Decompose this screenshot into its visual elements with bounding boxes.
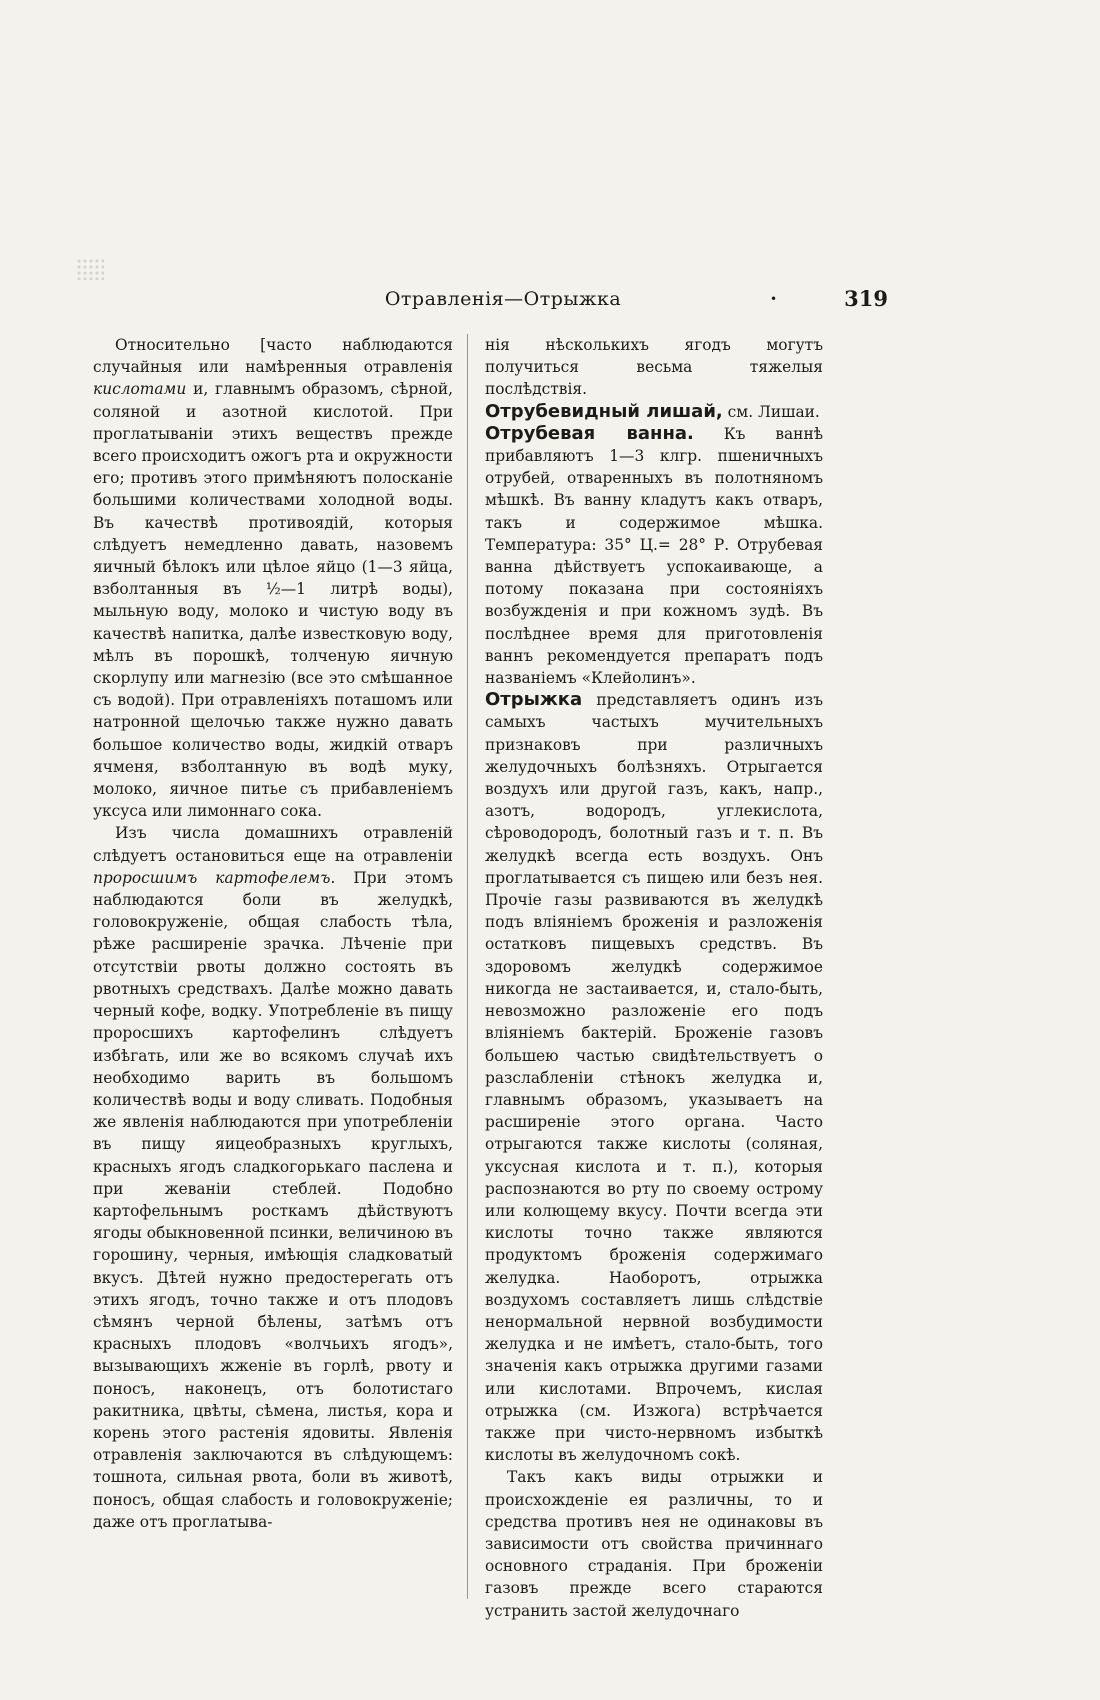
entry-heading: Отрубевидный лишай, [485,400,723,422]
scan-speck [76,258,104,280]
paragraph-continuation: нія нѣсколькихъ ягодъ могутъ получиться весьма тяжелыя послѣдствія. [485,336,823,399]
running-title: Отравленія—Отрыжка [384,288,622,310]
paragraph-acid-poisoning: Относительно [часто наблюдаются случайныя или намѣренныя отравленія кислотами и, главнымъ образомъ, сѣрной, соляной и азотной кислотой. При проглатываніи этихъ веществъ прежде всего происходитъ ожогъ рта и окружности его; противъ этого примѣняютъ полосканіе большими количествами холодной воды. Въ качествѣ противоядій, которыя слѣдуетъ немедленно давать, назовемъ яичный бѣлокъ или цѣлое яйцо (1—3 яйца, взболтанныя въ ½—1 литрѣ воды), мыльную воду, молоко и чистую воду въ качествѣ напитка, далѣе известковую воду, мѣлъ въ порошкѣ, толченую яичную скорлупу или магнезію (все это смѣшанное съ водой). При отравленіяхъ поташомъ или натронной щелочью также нужно давать большое количество воды, жидкій отваръ ячменя, взболтанную въ водѣ муку, молоко, яичное питье съ прибавленіемъ уксуса или лимоннаго сока. [93,336,453,821]
header-dot: • [770,292,778,306]
page-number: 319 [844,286,888,311]
column-divider [467,334,468,1599]
entry-bran-lichen: Отрубевидный лишай, см. Лишаи. [485,400,820,422]
entry-belching: Отрыжка представляетъ одинъ изъ самыхъ частыхъ мучительныхъ признаковъ при различныхъ желудочныхъ болѣзняхъ. Отрыгается воздухъ или другой газъ, какъ, напр., азотъ, водородъ, углекислота, сѣроводородъ, болотный газъ и т. п. Въ желудкѣ всегда есть воздухъ. Онъ проглатывается съ пищею или безъ нея. Прочіе газы развиваются въ желудкѣ подъ вліяніемъ броженія и разложенія остатковъ пищевыхъ средствъ. Въ здоровомъ желудкѣ содержимое никогда не застаивается, и, стало-быть, невозможно разложеніе его подъ вліяніемъ бактерій. Броженіе газовъ большею частью свидѣтельствуетъ о разслабленіи стѣнокъ желудка и, главнымъ образомъ, указываетъ на расширеніе этого органа. Часто отрыгаются также кислоты (соляная, уксусная кислота и т. п.), которыя распознаются во рту по своему острому или колющему вкусу. Почти всегда эти кислоты точно также являются продуктомъ броженія содержимаго желудка. Наоборотъ, отрыжка воздухомъ составляетъ лишь слѣдствіе ненормальной нервной возбудимости желудка и не имѣетъ, стало-быть, того значенія какъ отрыжка другими газами или кислотами. Впрочемъ, кислая отрыжка (см. Изжога) встрѣчается также при чисто-нервномъ избыткѣ кислоты въ желудочномъ сокѣ. [485,689,823,1465]
italic-term-acids: кислотами [93,380,187,399]
entry-bran-bath: Отрубевая ванна. Къ ваннѣ прибавляютъ 1—3 клгр. пшеничныхъ отрубей, отваренныхъ въ полотняномъ мѣшкѣ. Въ ванну кладутъ какъ отваръ, такъ и содержимое мѣшка. Температура: 35° Ц.= 28° Р. Отрубевая ванна дѣйствуетъ успокаивающе, а потому показана при состояніяхъ возбужденія и при кожномъ зудѣ. Въ послѣднее время для приготовленія ваннъ рекомендуется препаратъ подъ названіемъ «Клейолинъ». [485,422,823,688]
paragraph-treatment: Такъ какъ виды отрыжки и происхожденіе ея различны, то и средства противъ нея не одинаковы въ зависимости отъ свойства причиннаго основного страданія. При броженіи газовъ прежде всего стараются устранить застой желудочнаго [485,1468,823,1620]
entry-heading: Отрыжка [485,689,583,711]
italic-term-sprouted-potato: проросшимъ картофелемъ [93,868,331,887]
page-header [118,286,888,316]
right-column [485,334,823,1622]
entry-heading: Отрубевая ванна. [485,422,694,444]
left-column [93,334,453,1533]
paragraph-potato-poisoning: Изъ числа домашнихъ отравленій слѣдуетъ остановиться еще на отравленіи проросшимъ картофелемъ. При этомъ наблюдаются боли въ желудкѣ, головокруженіе, общая слабость тѣла, рѣже расширеніе зрачка. Лѣченіе при отсутствіи рвоты должно состоять въ рвотныхъ средствахъ. Далѣе можно давать черный кофе, водку. Употребленіе въ пищу проросшихъ картофелинъ слѣдуетъ избѣгать, или же во всякомъ случаѣ ихъ необходимо варить въ большомъ количествѣ воды и воду сливать. Подобныя же явленія наблюдаются при употребленіи въ пищу яицеобразныхъ круглыхъ, красныхъ ягодъ сладкогорькаго паслена и при жеваніи стеблей. Подобно картофельнымъ росткамъ дѣйствуютъ ягоды обыкновенной псинки, величиною въ горошину, черныя, имѣющія сладковатый вкусъ. Дѣтей нужно предостерегать отъ этихъ ягодъ, точно также и отъ плодовъ сѣмянъ черной бѣлены, затѣмъ отъ красныхъ плодовъ «волчьихъ ягодъ», вызывающихъ жженіе въ горлѣ, рвоту и поносъ, наконецъ, отъ болотистаго ракитника, цвѣты, сѣмена, листья, кора и корень этого растенія ядовиты. Явленія отравленія заключаются въ слѣдующемъ: тошнота, сильная рвота, боли въ животѣ, поносъ, общая слабость и головокруженіе; даже отъ проглатыва- [93,824,453,1531]
